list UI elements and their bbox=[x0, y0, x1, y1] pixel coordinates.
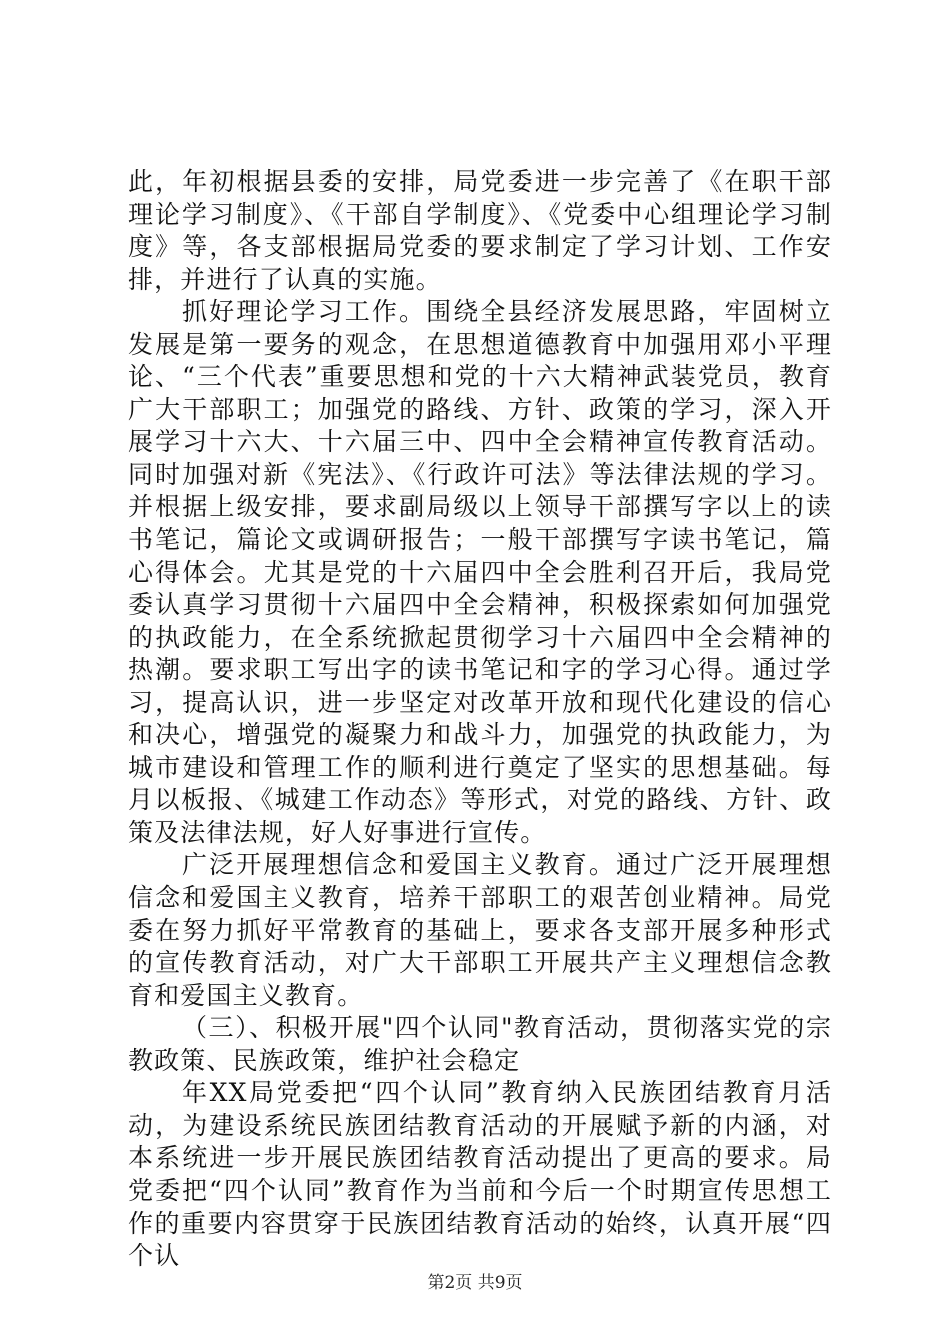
document-body bbox=[128, 166, 832, 1273]
page-number-footer: 第2页 共9页 bbox=[427, 1273, 523, 1293]
section-heading-three: （三）、积极开展"四个认同"教育活动，贯彻落实党的宗教政策、民族政策，维护社会稳定 bbox=[128, 1013, 832, 1075]
paragraph-patriotic-education: 广泛开展理想信念和爱国主义教育。通过广泛开展理想信念和爱国主义教育，培养干部职工的艰苦创业精神。局党委在努力抓好平常教育的基础上，要求各支部开展多种形式的宣传教育活动，对广大干部职工开展共产主义理想信念教育和爱国主义教育。 bbox=[128, 850, 832, 1010]
paragraph-four-identities: 年XX局党委把“四个认同”教育纳入民族团结教育月活动，为建设系统民族团结教育活动的开展赋予新的内涵，对本系统进一步开展民族团结教育活动提出了更高的要求。局党委把“四个认同”教育作为当前和今后一个时期宣传思想工作的重要内容贯穿于民族团结教育活动的始终，认真开展“四个认 bbox=[128, 1078, 832, 1271]
paragraph-continuation: 此，年初根据县委的安排，局党委进一步完善了《在职干部理论学习制度》、《干部自学制度》、《党委中心组理论学习制度》等，各支部根据局党委的要求制定了学习计划、工作安排，并进行了认真的实施。 bbox=[128, 167, 832, 294]
paragraph-theory-study: 抓好理论学习工作。围绕全县经济发展思路，牢固树立发展是第一要务的观念，在思想道德教育中加强用邓小平理论、“三个代表”重要思想和党的十六大精神武装党员，教育广大干部职工；加强党的路线、方针、政策的学习，深入开展学习十六大、十六届三中、四中全会精神宣传教育活动。同时加强对新《宪法》、《行政许可法》等法律法规的学习。并根据上级安排，要求副局级以上领导干部撰写字以上的读书笔记，篇论文或调研报告；一般干部撰写字读书笔记，篇心得体会。尤其是党的十六届四中全会胜利召开后，我局党委认真学习贯彻十六届四中全会精神，积极探索如何加强党的执政能力，在全系统掀起贯彻学习十六届四中全会精神的热潮。要求职工写出字的读书笔记和字的学习心得。通过学习，提高认识，进一步坚定对改革开放和现代化建设的信心和决心，增强党的凝聚力和战斗力，加强党的执政能力，为城市建设和管理工作的顺利进行奠定了坚实的思想基础。每月以板报、《城建工作动态》等形式，对党的路线、方针、政策及法律法规，好人好事进行宣传。 bbox=[128, 297, 832, 847]
